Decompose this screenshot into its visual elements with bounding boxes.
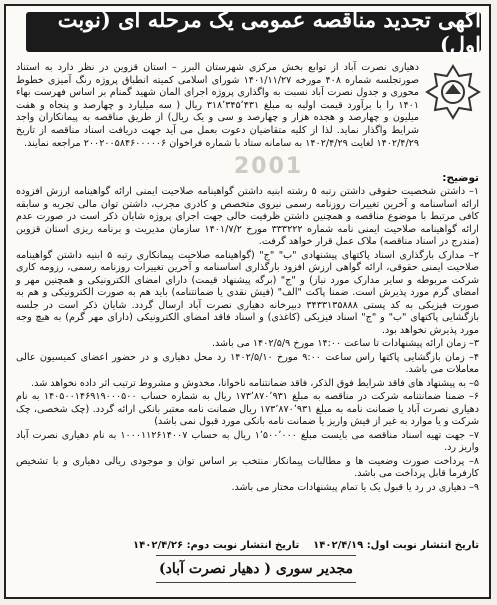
first-publication-label: تاریخ انتشار نوبت اول:	[366, 540, 479, 551]
notice-frame	[4, 4, 491, 599]
clause-item: ۴– زمان بازگشایی پاکتها راس ساعت ۹:۰۰ مورخ ۱۴۰۲/۵/۱۰ رد محل دهیاری و در حضور اعضای کمیسیون عالی معاملات می باشد.	[16, 351, 479, 375]
dehyari-logo-icon	[425, 64, 481, 122]
signature: مجدیر سوری ( دهیار نصرت آباد)	[156, 555, 356, 583]
clause-item: ۳– زمان ارائه پیشنهادات تا ساعت ۱۴:۰۰ مورخ ۱۴۰۲/۵/۹ می باشد.	[211, 338, 479, 349]
notice-title: آگهی تجدید مناقصه عمومی یک مرحله ای (نوبت اول)	[26, 12, 481, 52]
clause-item: ۶– ضمنا ضمانتنامه شرکت در مناقصه به مبلغ ۱۷۳٬۸۷۰٬۹۳۱ ریال به شماره حساب ۱۴۰۵۰۰۱۴۶۹۱۹۰۰۰۵۰۰ به نام دهیاری نصرت آباد یا ضمانت نامه به مبلغ ۱۷۳٬۸۷۰٬۹۳۱ ریال ضمانت نامه معتبر بانکی ارائه گردد. (چک شخصی، چک شرکت و یا موارد به غیر از فیش واریز یا ضمانت نامه بانکی مورد قبول نمی باشد)	[16, 391, 479, 427]
clause-item: ۸– پرداخت صورت وضعیت ها و مطالبات پیمانکار منتخب بر اساس توان و موجودی ریالی دهیاری و با تشخیص کارفرما قابل پرداخت می باشد.	[16, 455, 479, 479]
clause-item: ۷– جهت تهیه اسناد مناقصه می بایست مبلغ ۱٬۵۰۰٬۰۰۰ ریال به حساب ۱۰۰۰۱۱۲۶۱۴۰۰۷ به نام دهیاری نصرت آباد واریز رد.	[16, 429, 480, 453]
clause-item: ۵– به پیشنهاد های فاقد شرایط فوق الذکر، فاقد ضمانتنامه ناخوانا، مخدوش و مشروط ترتیب اثر داده نخواهد شد.	[31, 377, 479, 389]
publication-dates	[133, 540, 479, 551]
clauses-list	[16, 186, 479, 495]
second-publication-label: تاریخ انتشار نوبت دوم:	[186, 540, 300, 551]
clause-item: ۱– داشتن شخصیت حقوقی داشتن رتبه ۵ رشته ابنیه داشتن گواهینامه صلاحیت ایمنی ارائه گواهینامه ارزش افزوده ارائه اساسنامه و آخرین تغییرات روزنامه رسمی نیروی متخصص و کادری مجرب، داشتن توان مالی تجربه و سابقه کافی مرتبط با موضوع مناقصه و همچنین داشتن ظرفیت خالی جهت اجرای پروژه شایان ذکر است در صورت عدم ارائه گواهینامه صلاحیت ایمنی نامه شماره ۳۳۳۲۲۲ مورخ ۱۴۰۱/۷/۲ سازمان مدیریت و برنامه ریزی استان قزوین (مندرج در اسناد مناقصه) ملاک عمل قرار خواهد گرفت.	[16, 186, 479, 247]
clause-item: ۲– مدارک بارگذاری اسناد پاکتهای پیشنهادی "ب" "ج" (گواهینامه صلاحیت پیمانکاری رتبه ۵ ابنیه داشتن گواهینامه صلاحیت ایمنی حقوقی، ارائه گواهی ارزش افزود بارگذاری اساسنامه و آخرین تغییرات روزنامه رسمی، رزومه کاری شرکت مربوطه و سایر مدارک مورد نیاز) و "ج" (برگه پیشنهاد قیمت) دارای امضای الکترونیکی و همچنین مهر و امضای گرم مورد پذیرش است. ضمنا پاکت "الف" (فیش نقدی یا ضمانتنامه) باید هم به صورت الکترونیکی و هم به صورت فیزیکی به کد پستی ۳۴۳۳۱۳۵۸۸۸ دبیرخانه دهیاری نصرت آباد ارسال گردد. شایان ذکر است در جلسه بازگشایی پاکتهای "ب" و "ج" اسناد فیزیکی (کاغذی) و اسناد فاقد امضای الکترونیکی (دارای مهر گرم) به هیچ وجه مورد پذیرش نخواهد بود.	[16, 249, 479, 336]
second-publication-date: ۱۴۰۲/۴/۲۶	[133, 540, 184, 551]
intro-paragraph: دهیاری نصرت آباد از توابع بخش مرکزی شهرستان البرز – استان قزوین در نظر دارد به استناد صورتجلسه شماره ۴۰۸ مورخه ۱۴۰۱/۱۱/۲۷ شورای اسلامی کمیته انطباق پروژه رنگ آمیزی خطوط محوری و جدول نصرت آباد نسبت به واگذاری پروژه اجرای المان شهید گمنام بر اساس فهرست بهاء ۱۴۰۱ را با برآورد قیمت اولیه به مبلغ ۳۱۸٬۳۴۵٬۴۳۱ ریال ( سه میلیارد و چهارصد و پنجاه و هفت میلیون و چهارصد و هجده هزار و چهارصد و سی و یک ریال) از طریق مناقصه به پیمانکاران واجد شرایط واگذار نماید. لذا از کلیه متقاضیان دعوت بعمل می آید جهت دریافت اسناد مناقصه از تاریخ ۱۴۰۲/۴/۲۹ لغایت ۱۴۰۲/۴/۲۹ به سامانه ستاد با شماره فراخوان ۲۰۰۲۰۰۵۸۴۶۰۰۰۰۰۶ مراجعه نمایند.	[16, 62, 419, 149]
first-publication-date: ۱۴۰۲/۴/۱۹	[313, 540, 364, 551]
section-title: توضیح:	[442, 172, 479, 184]
clause-item: ۹– دهیاری در رد یا قبول یک یا تمام پیشنهادات مختار می باشد.	[231, 481, 479, 493]
watermark: 2001	[234, 154, 304, 179]
